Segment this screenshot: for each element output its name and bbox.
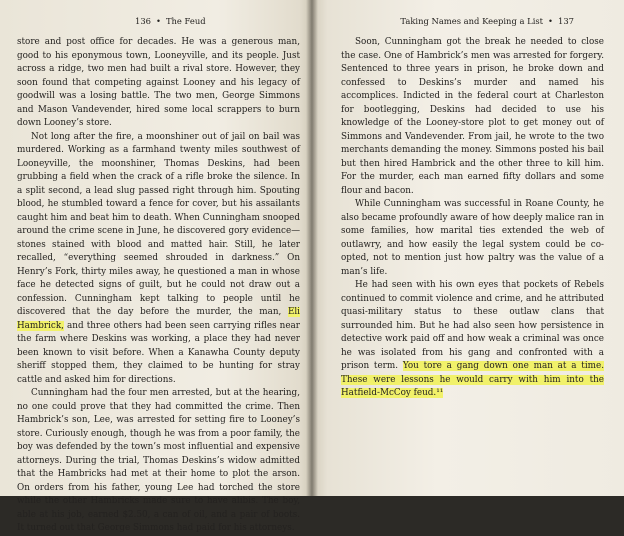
left-paragraph-2 bbox=[17, 131, 300, 388]
left-paragraph-2-after: and three others had been seen carrying rifles near the farm where Deskins was working, a place they had never been known to visit before. When a Kanawha County deputy sheriff stopped them, they claimed to be hunting for stray cattle and asked him for directions. bbox=[17, 320, 300, 385]
right-running-head bbox=[341, 15, 604, 28]
left-head-title: The Feud bbox=[165, 16, 206, 26]
right-paragraph-1: Soon, Cunningham got the break he needed to close the case. One of Hambrick’s men was arrested for forgery. Sentenced to three years in prison, he broke down and confessed to Deskins’s murder and named his accomplices. Indicted in the federal court at Charleston for bootlegging, Deskins had decided to use his knowledge of the Looney-store plot to get money out of Simmons and Vandevender. From jail, he wrote to the two merchants demanding the money. Simmons posted his bail but then hired Hambrick and the other three to kill him. For the murder, each man earned fifty dollars and some flour and bacon. bbox=[341, 37, 604, 196]
left-running-head bbox=[17, 15, 300, 28]
right-paragraph-3-before: He had seen with his own eyes that pockets of Rebels continued to commit violence and crime, and he attributed quasi-military status to these outlaw clans that surrounded him. But he had also seen how persistence in detective work paid off and how weak a criminal was once he was isolated from his gang and confronted with a prison term. bbox=[341, 280, 605, 371]
left-paragraph-3: Cunningham had the four men arrested, but at the hearing, no one could prove that they had committed the crime. Then Hambrick’s son, Lee, was arrested for setting fire to Looney’s store. Curiously enough, though he was from a poor family, the boy was defended by the town’s most influential and expensive attorneys. During the trial, Thomas Deskins’s widow admitted that the Hambricks had met at their home to plot the arson. On orders from his father, young Lee had torched the store while the other Hambricks made sure to have alibis. The boy, able at his job, earned $2.50, a can of oil, and a pair of boots. It turned out that George Simmons had paid for his attorneys. bbox=[17, 388, 300, 533]
right-page bbox=[312, 0, 624, 496]
left-paragraph-2-before: Not long after the fire, a moonshiner out of jail on bail was murdered. Working as a farmhand twenty miles southwest of Looneyville, the moonshiner, Thomas Deskins, had been grubbing a field when the crack of a rifle broke the silence. In a split second, a lead slug passed right through him. Spouting blood, he stumbled toward a fence for cover, but his assailants caught him and beat him to death. When Cunningham snooped around the crime scene in June, he discovered gory evidence—stones stained with blood and matted hair. Still, he later recalled, “everything seemed shrouded in darkness.” On Henry’s Fork, thirty miles away, he questioned a man in whose face he detected signs of guilt, but he could not draw out a confession. Cunningham kept talking to people until he discovered that the day before the murder, the man, bbox=[17, 131, 300, 317]
right-paragraph-3 bbox=[341, 279, 604, 401]
right-page-number: 137 bbox=[558, 16, 574, 26]
left-head-separator: • bbox=[156, 16, 161, 26]
right-paragraph-2: While Cunningham was successful in Roane County, he also became profoundly aware of how deeply malice ran in some families, how marital ties extended the web of outlawry, and how easily the legal system could be co-opted, not to mention just how paltry was the value of a man’s life. bbox=[341, 199, 604, 277]
left-paragraph-1: store and post office for decades. He was a generous man, good to his eponymous town, Looneyville, and its people. Just across a ridge, two men had built a rival store. However, they soon found that competing against Looney and his legacy of goodwill was a losing battle. The two men, George Simmons and Mason Vandevender, hired some local scrappers to burn down Looney’s store. bbox=[17, 37, 300, 128]
left-page-number: 136 bbox=[135, 16, 151, 26]
right-head-title: Taking Names and Keeping a List bbox=[400, 16, 544, 26]
highlighted-name: Eli Hambrick, bbox=[17, 307, 300, 331]
right-head-separator: • bbox=[548, 16, 553, 26]
highlighted-passage: You tore a gang down one man at a time. These were lessons he would carry with him into the Hatfield-McCoy feud.¹¹ bbox=[341, 361, 604, 398]
left-page-body bbox=[17, 36, 300, 536]
left-page bbox=[0, 0, 312, 533]
right-page-body bbox=[341, 36, 604, 401]
